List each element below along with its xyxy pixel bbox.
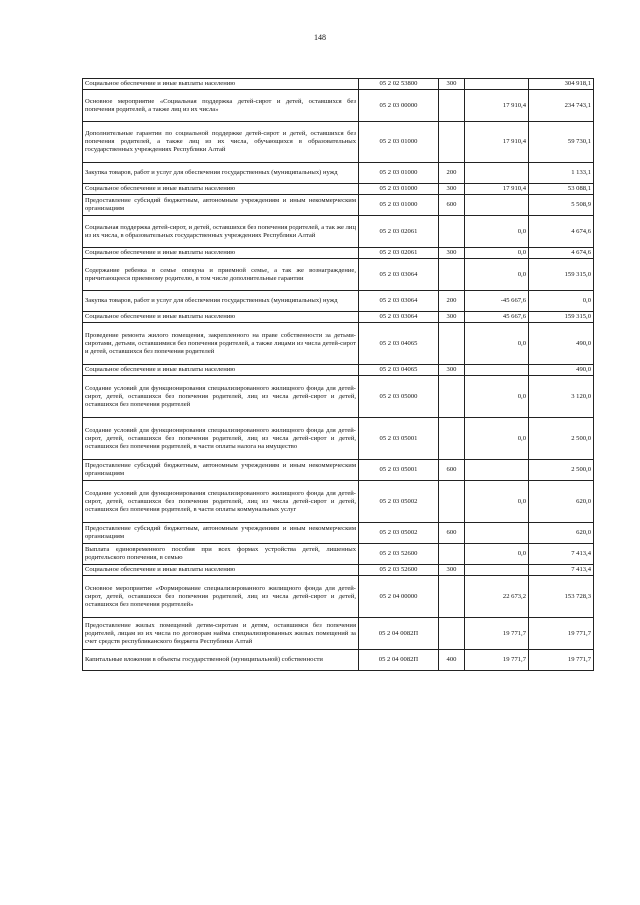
row-amount-change: 0,0 [465,248,529,259]
row-name: Предоставление субсидий бюджетным, автономным учреждениям и иным некоммерческим организациям [83,195,359,216]
row-name: Закупка товаров, работ и услуг для обеспечения государственных (муниципальных) нужд [83,291,359,312]
row-expense-type: 300 [439,565,465,576]
row-expense-type [439,323,465,365]
row-amount-total: 53 088,1 [529,184,594,195]
row-code: 05 2 03 01000 [359,184,439,195]
row-amount-change: 17 910,4 [465,184,529,195]
row-expense-type: 300 [439,184,465,195]
row-amount-total: 1 133,1 [529,163,594,184]
row-name: Социальное обеспечение и иные выплаты населению [83,365,359,376]
row-name: Основное мероприятие «Социальная поддержка детей-сирот и детей, оставшихся без попечения родителей, а также лиц из их числа» [83,90,359,122]
row-code: 05 2 03 05002 [359,481,439,523]
row-expense-type [439,90,465,122]
row-amount-change: -45 667,6 [465,291,529,312]
table-body [83,79,594,671]
row-name: Основное мероприятие «Формирование специализированного жилищного фонда для детей-сирот, детей, оставшихся без попечения родителей, лиц из числа детей-сирот и детей, оставшихся без попечения родителей» [83,576,359,618]
row-amount-total: 59 730,1 [529,122,594,163]
table-row [83,481,594,523]
row-code: 05 2 04 0082П [359,650,439,671]
row-name: Создание условий для функционирования специализированного жилищного фонда для детей-сирот, детей, оставшихся без попечения родителей, лиц из числа детей-сирот и детей, оставшихся без попечения родителей [83,376,359,418]
row-expense-type: 300 [439,79,465,90]
table-row [83,184,594,195]
row-amount-change: 19 771,7 [465,650,529,671]
row-amount-change: 0,0 [465,544,529,565]
row-amount-change [465,523,529,544]
row-amount-change: 19 771,7 [465,618,529,650]
row-amount-total: 19 771,7 [529,650,594,671]
row-amount-change: 22 673,2 [465,576,529,618]
row-name: Создание условий для функционирования специализированного жилищного фонда для детей-сирот, детей, оставшихся без попечения родителей, лиц из числа детей-сирот и детей, оставшихся без попечения родителей, в части оплаты коммунальных услуг [83,481,359,523]
row-code: 05 2 03 05002 [359,523,439,544]
row-amount-total: 490,0 [529,365,594,376]
row-code: 05 2 03 02061 [359,248,439,259]
row-expense-type: 300 [439,248,465,259]
table-row [83,312,594,323]
row-amount-change [465,195,529,216]
table-row [83,418,594,460]
row-name: Социальное обеспечение и иные выплаты населению [83,312,359,323]
row-code: 05 2 03 52600 [359,565,439,576]
row-expense-type [439,122,465,163]
table-row [83,565,594,576]
table-row [83,122,594,163]
row-code: 05 2 03 00000 [359,90,439,122]
row-code: 05 2 03 04065 [359,323,439,365]
table-row [83,618,594,650]
table-row [83,195,594,216]
row-code: 05 2 03 03064 [359,312,439,323]
row-name: Социальное обеспечение и иные выплаты населению [83,565,359,576]
row-expense-type: 300 [439,365,465,376]
row-expense-type: 600 [439,523,465,544]
row-expense-type: 600 [439,195,465,216]
row-name: Предоставление субсидий бюджетным, автономным учреждениям и иным некоммерческим организациям [83,523,359,544]
row-amount-total: 19 771,7 [529,618,594,650]
row-code: 05 2 04 00000 [359,576,439,618]
table-row [83,323,594,365]
row-name: Закупка товаров, работ и услуг для обеспечения государственных (муниципальных) нужд [83,163,359,184]
row-amount-change [465,365,529,376]
row-name: Предоставление субсидий бюджетным, автономным учреждениям и иным некоммерческим организациям [83,460,359,481]
row-amount-change: 45 667,6 [465,312,529,323]
row-code: 05 2 03 03064 [359,259,439,291]
row-expense-type [439,376,465,418]
table-row [83,259,594,291]
row-code: 05 2 03 05001 [359,418,439,460]
table-row [83,79,594,90]
row-code: 05 2 04 0082П [359,618,439,650]
row-code: 05 2 03 03064 [359,291,439,312]
row-amount-total: 620,0 [529,481,594,523]
row-amount-change [465,460,529,481]
table-row [83,291,594,312]
page-number: 148 [314,33,326,42]
table-row [83,248,594,259]
row-amount-total: 4 674,6 [529,216,594,248]
row-name: Предоставление жилых помещений детям-сиротам и детям, оставшимся без попечения родителей, лицам из их числа по договорам найма специализированных жилых помещений за счет средств республиканского бюджета Республики Алтай [83,618,359,650]
row-name: Создание условий для функционирования специализированного жилищного фонда для детей-сирот, детей, оставшихся без попечения родителей, лиц из числа детей-сирот и детей, оставшихся без попечения родителей, в части оплаты налога на имущество [83,418,359,460]
row-name: Содержание ребенка в семье опекуна и приемной семье, а так же вознаграждение, причитающееся приемному родителю, в том числе дополнительные гарантии [83,259,359,291]
row-amount-total: 304 918,1 [529,79,594,90]
table-row [83,460,594,481]
row-name: Капитальные вложения в объекты государственной (муниципальной) собственности [83,650,359,671]
table-row [83,376,594,418]
row-name: Социальное обеспечение и иные выплаты населению [83,184,359,195]
row-name: Выплата единовременного пособия при всех формах устройства детей, лишенных родительского попечения, в семью [83,544,359,565]
row-amount-total: 7 413,4 [529,544,594,565]
row-expense-type [439,418,465,460]
row-amount-total: 2 500,0 [529,418,594,460]
row-code: 05 2 03 05000 [359,376,439,418]
row-code: 05 2 03 05001 [359,460,439,481]
row-amount-total: 2 500,0 [529,460,594,481]
row-amount-total: 7 413,4 [529,565,594,576]
row-code: 05 2 02 53800 [359,79,439,90]
row-amount-total: 159 315,0 [529,259,594,291]
row-amount-total: 3 120,0 [529,376,594,418]
row-code: 05 2 03 52600 [359,544,439,565]
row-amount-change [465,163,529,184]
row-amount-total: 5 508,9 [529,195,594,216]
table-row [83,365,594,376]
row-amount-total: 490,0 [529,323,594,365]
row-amount-change: 0,0 [465,216,529,248]
row-name: Дополнительные гарантии по социальной поддержке детей-сирот и детей, оставшихся без попечения родителей, а также лиц из их числа, обучающихся в образовательных государственных учреждениях Республики Алтай [83,122,359,163]
row-expense-type: 600 [439,460,465,481]
row-amount-change: 17 910,4 [465,90,529,122]
row-amount-change [465,565,529,576]
row-amount-total: 234 743,1 [529,90,594,122]
row-name: Социальное обеспечение и иные выплаты населению [83,79,359,90]
row-amount-total: 620,0 [529,523,594,544]
table-row [83,216,594,248]
row-amount-change [465,79,529,90]
row-code: 05 2 03 01000 [359,122,439,163]
table-row [83,544,594,565]
row-expense-type: 400 [439,650,465,671]
row-expense-type [439,544,465,565]
row-amount-total: 0,0 [529,291,594,312]
budget-table [82,78,594,671]
row-amount-change: 0,0 [465,376,529,418]
row-code: 05 2 03 04065 [359,365,439,376]
table-row [83,576,594,618]
row-expense-type [439,259,465,291]
row-amount-total: 4 674,6 [529,248,594,259]
row-amount-change: 0,0 [465,323,529,365]
row-code: 05 2 03 01000 [359,163,439,184]
row-name: Социальная поддержка детей-сирот, и детей, оставшихся без попечения родителей, а так же лиц из их числа, в образовательных государственных учреждениях Республики Алтай [83,216,359,248]
row-amount-change: 0,0 [465,481,529,523]
table-row [83,163,594,184]
row-expense-type [439,216,465,248]
row-expense-type [439,576,465,618]
row-amount-total: 159 315,0 [529,312,594,323]
row-name: Социальное обеспечение и иные выплаты населению [83,248,359,259]
row-expense-type: 200 [439,163,465,184]
row-expense-type [439,618,465,650]
row-amount-change: 17 910,4 [465,122,529,163]
row-code: 05 2 03 01000 [359,195,439,216]
table-row [83,650,594,671]
table-row [83,523,594,544]
row-name: Проведение ремонта жилого помещения, закрепленного на праве собственности за детьми-сиротами, детьми, оставшимися без попечения родителей, а также лицами из числа детей-сирот и детей, оставшихся без попечения родителей [83,323,359,365]
row-expense-type [439,481,465,523]
row-amount-change: 0,0 [465,259,529,291]
table-row [83,90,594,122]
row-expense-type: 200 [439,291,465,312]
row-expense-type: 300 [439,312,465,323]
row-amount-change: 0,0 [465,418,529,460]
row-code: 05 2 03 02061 [359,216,439,248]
row-amount-total: 153 728,3 [529,576,594,618]
